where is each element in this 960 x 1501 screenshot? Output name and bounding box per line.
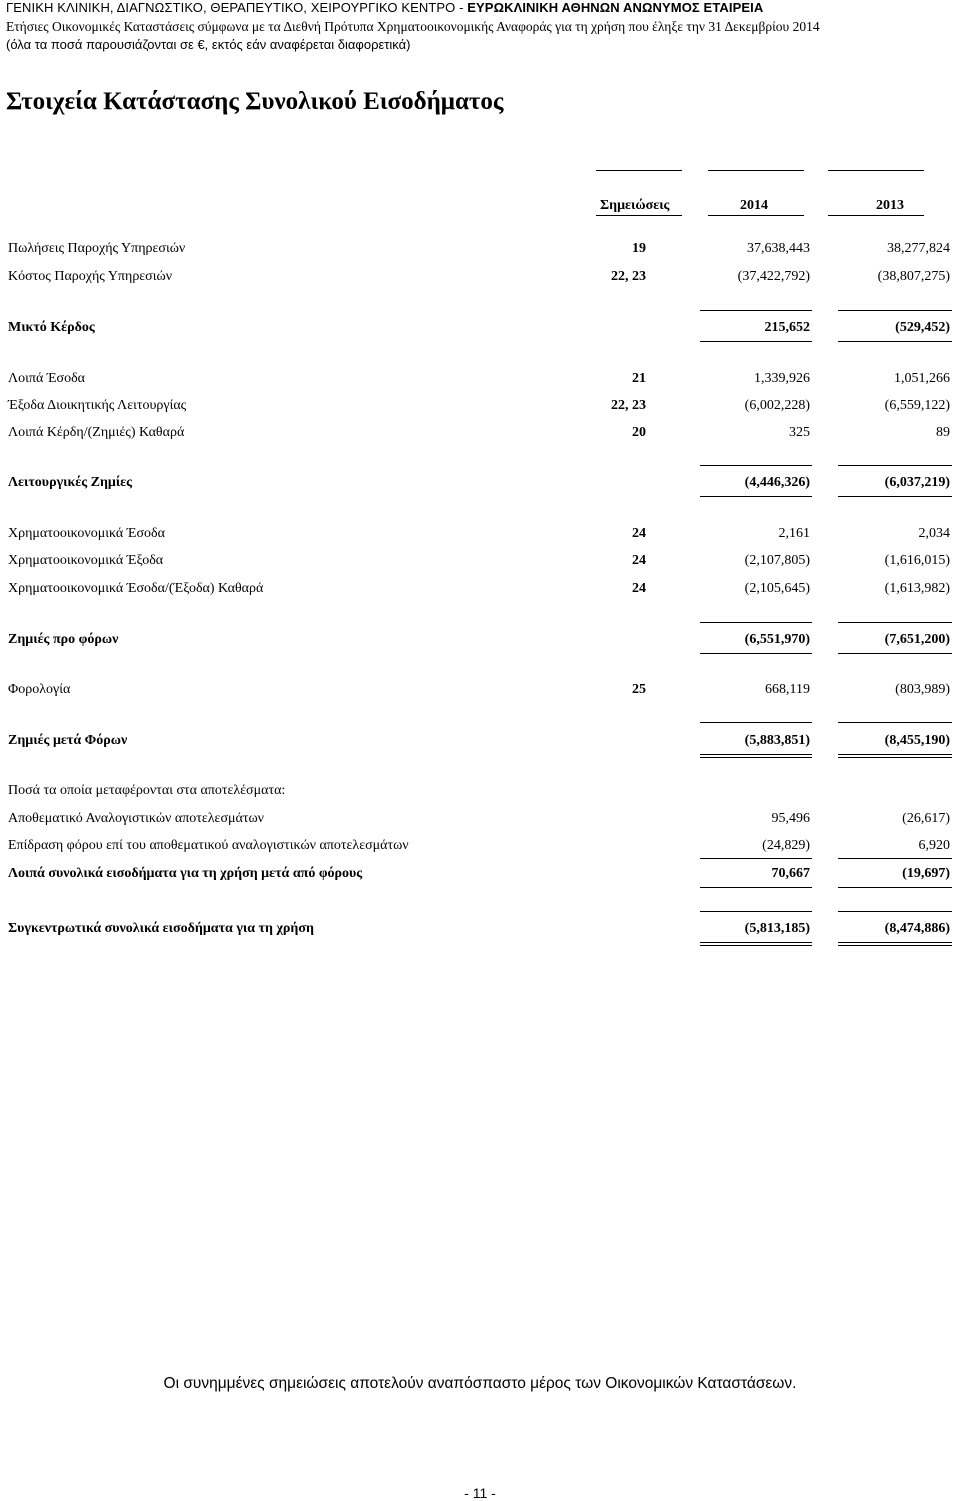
row-value-2013: (7,651,200) bbox=[884, 632, 950, 647]
row-label: Ζημιές μετά Φόρων bbox=[8, 733, 128, 748]
row-value-2014: (2,105,645) bbox=[744, 581, 810, 596]
row-note: 24 bbox=[632, 526, 646, 541]
row-note: 21 bbox=[632, 371, 646, 386]
subtotal-underline-2013 bbox=[838, 496, 952, 497]
row-label: Χρηματοοικονομικά Έσοδα/(Έξοδα) Καθαρά bbox=[8, 581, 264, 596]
row-value-2013: 2,034 bbox=[918, 526, 950, 541]
section-caption bbox=[0, 782, 960, 800]
y2014-col-top-rule bbox=[708, 170, 804, 171]
row-value-2014: 95,496 bbox=[771, 811, 810, 826]
row-value-2014: (2,107,805) bbox=[744, 553, 810, 568]
oci-underline-2013 bbox=[838, 887, 952, 888]
table-row bbox=[0, 240, 960, 258]
row-value-2014: (5,883,851) bbox=[744, 733, 810, 748]
table-row-subtotal bbox=[0, 474, 960, 492]
row-value-2014: 1,339,926 bbox=[754, 371, 810, 386]
row-value-2013: 38,277,824 bbox=[887, 241, 950, 256]
table-row bbox=[0, 837, 960, 855]
col-header-2014: 2014 bbox=[740, 198, 768, 213]
row-value-2013: (1,616,015) bbox=[884, 553, 950, 568]
table-row bbox=[0, 370, 960, 388]
row-label: Μικτό Κέρδος bbox=[8, 320, 95, 335]
statements-subtitle: Ετήσιες Οικονομικές Καταστάσεις σύμφωνα με τα Διεθνή Πρότυπα Χρηματοοικονομικής Αναφοράς για τη χρήση που έληξε την 31 Δεκεμβρίου 2014 bbox=[6, 19, 820, 34]
oci-rule-2014 bbox=[700, 858, 812, 859]
table-row-subtotal bbox=[0, 319, 960, 337]
footer-note: Οι συνημμένες σημειώσεις αποτελούν αναπόσπαστο μέρος των Οικονομικών Καταστάσεων. bbox=[163, 1375, 797, 1392]
subtotal-rule-2013 bbox=[838, 622, 952, 623]
subtotal-underline-2013 bbox=[838, 341, 952, 342]
subtotal-underline-2014 bbox=[700, 653, 812, 654]
row-note: 24 bbox=[632, 553, 646, 568]
subtotal-rule-2014 bbox=[700, 622, 812, 623]
subtotal-underline-2014 bbox=[700, 341, 812, 342]
row-value-2014: 2,161 bbox=[778, 526, 810, 541]
row-label: Ζημιές προ φόρων bbox=[8, 632, 119, 647]
subtotal-underline-2013 bbox=[838, 653, 952, 654]
row-value-2014: (6,002,228) bbox=[744, 398, 810, 413]
row-value-2013: (8,474,886) bbox=[884, 921, 950, 936]
row-label: Κόστος Παροχής Υπηρεσιών bbox=[8, 269, 173, 284]
table-row bbox=[0, 810, 960, 828]
y2013-col-top-rule bbox=[828, 170, 924, 171]
row-label: Χρηματοοικονομικά Έξοδα bbox=[8, 553, 164, 568]
subtotal-rule-2013 bbox=[838, 310, 952, 311]
page-title: Στοιχεία Κατάστασης Συνολικού Εισοδήματος bbox=[6, 88, 504, 115]
table-row bbox=[0, 681, 960, 699]
row-value-2014: (5,813,185) bbox=[744, 921, 810, 936]
company-name-line bbox=[6, 0, 763, 16]
table-row bbox=[0, 525, 960, 543]
col-header-notes: Σημειώσεις bbox=[600, 198, 670, 213]
table-row-subtotal bbox=[0, 631, 960, 649]
y2014-col-bottom-rule bbox=[708, 215, 804, 216]
row-note: 25 bbox=[632, 682, 646, 697]
row-value-2014: 70,667 bbox=[771, 866, 810, 881]
row-value-2014: (37,422,792) bbox=[737, 269, 810, 284]
table-row-total bbox=[0, 732, 960, 750]
page-number: - 11 - bbox=[464, 1485, 496, 1501]
row-value-2014: 37,638,443 bbox=[747, 241, 810, 256]
row-label: Συγκεντρωτικά συνολικά εισοδήματα για τη χρήση bbox=[8, 921, 314, 936]
subtotal-rule-2014 bbox=[700, 310, 812, 311]
col-header-2013: 2013 bbox=[876, 198, 904, 213]
subtotal-rule-2014 bbox=[700, 465, 812, 466]
grand-total-double-underline-2013 bbox=[838, 942, 952, 946]
subtotal-rule-2013 bbox=[838, 465, 952, 466]
notes-col-top-rule bbox=[596, 170, 682, 171]
subtotal-underline-2014 bbox=[700, 496, 812, 497]
row-label: Έξοδα Διοικητικής Λειτουργίας bbox=[8, 398, 187, 413]
grand-total-rule-2013 bbox=[838, 911, 952, 912]
row-value-2014: 325 bbox=[789, 425, 810, 440]
notes-col-bottom-rule bbox=[596, 215, 682, 216]
total-rule-2014 bbox=[700, 722, 812, 723]
row-value-2014: (6,551,970) bbox=[744, 632, 810, 647]
row-label: Λειτουργικές Ζημίες bbox=[8, 475, 133, 490]
row-value-2014: (24,829) bbox=[762, 838, 810, 853]
row-label: Ποσά τα οποία μεταφέρονται στα αποτελέσματα: bbox=[8, 783, 286, 798]
row-label: Πωλήσεις Παροχής Υπηρεσιών bbox=[8, 241, 186, 256]
table-row bbox=[0, 397, 960, 415]
row-value-2013: (6,037,219) bbox=[884, 475, 950, 490]
table-row bbox=[0, 580, 960, 598]
company-name-regular: ΓΕΝΙΚΗ ΚΛΙΝΙΚΗ, ΔΙΑΓΝΩΣΤΙΚΟ, ΘΕΡΑΠΕΥΤΙΚΟ, ΧΕΙΡΟΥΡΓΙΚΟ ΚΕΝΤΡΟ - bbox=[6, 0, 468, 15]
grand-total-double-underline-2014 bbox=[700, 942, 812, 946]
row-note: 22, 23 bbox=[611, 398, 646, 413]
oci-underline-2014 bbox=[700, 887, 812, 888]
row-value-2013: (1,613,982) bbox=[884, 581, 950, 596]
company-name-bold: ΕΥΡΩΚΛΙΝΙΚΗ ΑΘΗΝΩΝ ΑΝΩΝΥΜΟΣ ΕΤΑΙΡΕΙΑ bbox=[467, 0, 764, 15]
row-value-2013: (38,807,275) bbox=[877, 269, 950, 284]
row-label: Λοιπά συνολικά εισοδήματα για τη χρήση μετά από φόρους bbox=[8, 866, 363, 881]
total-rule-2013 bbox=[838, 722, 952, 723]
row-label: Επίδραση φόρου επί του αποθεματικού αναλογιστικών αποτελεσμάτων bbox=[8, 838, 409, 853]
row-note: 24 bbox=[632, 581, 646, 596]
grand-total-rule-2014 bbox=[700, 911, 812, 912]
row-value-2013: (803,989) bbox=[895, 682, 950, 697]
oci-rule-2013 bbox=[838, 858, 952, 859]
row-value-2013: (19,697) bbox=[902, 866, 950, 881]
row-note: 19 bbox=[632, 241, 646, 256]
table-row bbox=[0, 552, 960, 570]
row-value-2013: 1,051,266 bbox=[894, 371, 950, 386]
row-value-2013: (529,452) bbox=[895, 320, 950, 335]
row-label: Λοιπά Κέρδη/(Ζημιές) Καθαρά bbox=[8, 425, 185, 440]
table-row bbox=[0, 268, 960, 286]
row-label: Χρηματοοικονομικά Έσοδα bbox=[8, 526, 165, 541]
currency-note: (όλα τα ποσά παρουσιάζονται σε €, εκτός εάν αναφέρεται διαφορετικά) bbox=[6, 37, 411, 52]
row-note: 20 bbox=[632, 425, 646, 440]
row-value-2013: (6,559,122) bbox=[884, 398, 950, 413]
row-label: Αποθεματικό Αναλογιστικών αποτελεσμάτων bbox=[8, 811, 264, 826]
row-value-2014: (4,446,326) bbox=[744, 475, 810, 490]
table-row-grand-total bbox=[0, 920, 960, 938]
row-label: Φορολογία bbox=[8, 682, 71, 697]
row-value-2013: 6,920 bbox=[918, 838, 950, 853]
row-note: 22, 23 bbox=[611, 269, 646, 284]
table-row-subtotal bbox=[0, 865, 960, 883]
y2013-col-bottom-rule bbox=[828, 215, 924, 216]
total-double-underline-2014 bbox=[700, 754, 812, 758]
row-value-2013: 89 bbox=[936, 425, 950, 440]
row-value-2013: (26,617) bbox=[902, 811, 950, 826]
row-value-2013: (8,455,190) bbox=[884, 733, 950, 748]
row-value-2014: 215,652 bbox=[764, 320, 810, 335]
table-row bbox=[0, 424, 960, 442]
row-label: Λοιπά Έσοδα bbox=[8, 371, 86, 386]
row-value-2014: 668,119 bbox=[765, 682, 810, 697]
total-double-underline-2013 bbox=[838, 754, 952, 758]
